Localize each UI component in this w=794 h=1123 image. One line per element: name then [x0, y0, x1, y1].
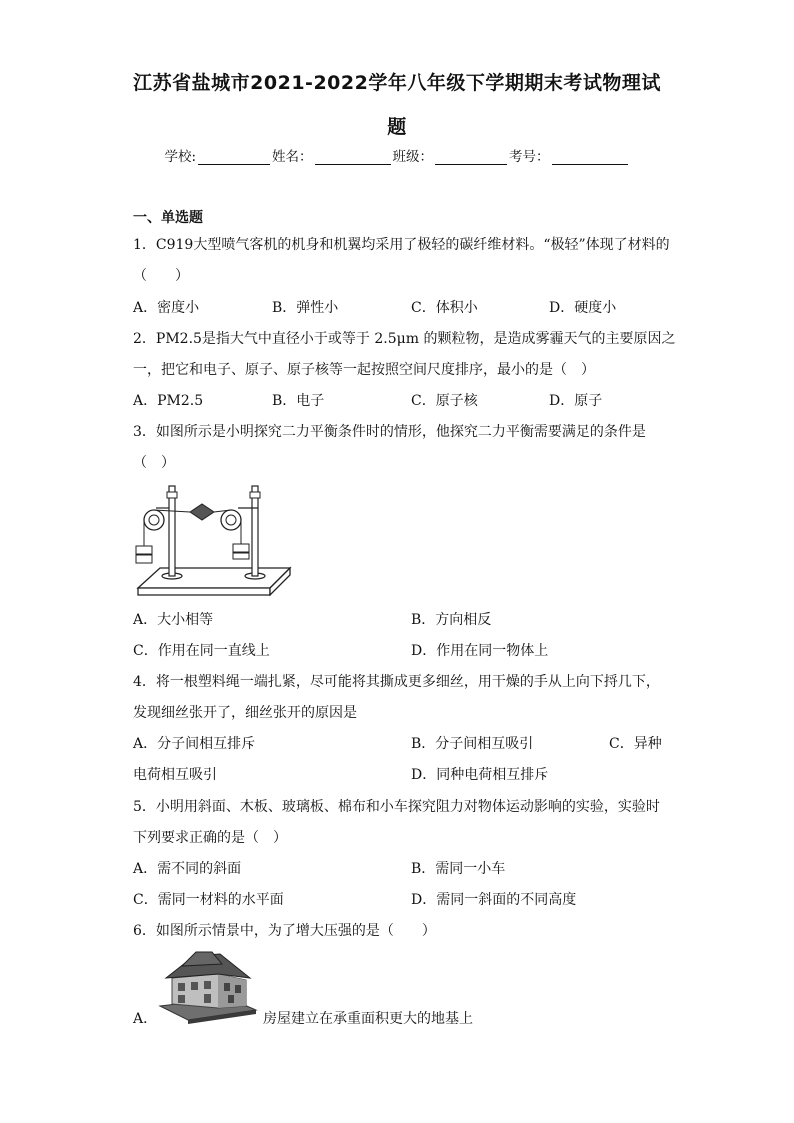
q6-option-a-text[interactable]: 房屋建立在承重面积更大的地基上 [263, 1011, 473, 1027]
q1-option-b[interactable]: B．弹性小 [272, 300, 339, 316]
page-title-line2: 题 [387, 116, 407, 138]
right-pulley [221, 510, 241, 530]
q3-stem-line2: （ ） [133, 455, 175, 471]
q4-option-b[interactable]: B．分子间相互吸引 [411, 736, 534, 752]
q5-option-c[interactable]: C．需同一材料的水平面 [133, 892, 284, 908]
q3-stem-line1: 3．如图所示是小明探究二力平衡条件时的情形，他探究二力平衡需要满足的条件是 [133, 424, 646, 440]
student-info-row [0, 145, 794, 165]
window-3 [204, 981, 211, 989]
window-5 [235, 985, 241, 993]
q4-stem-line2: 发现细丝张开了，细丝张开的原因是 [133, 705, 357, 721]
school-label: 学校: [164, 149, 197, 165]
q3-option-a[interactable]: A．大小相等 [133, 612, 214, 628]
q1-stem-line1: 1．C919大型喷气客机的机身和机翼均采用了极轻的碳纤维材料。“极轻”体现了材料的 [133, 237, 670, 253]
q3-option-d[interactable]: D．作用在同一物体上 [411, 643, 549, 659]
window-1 [178, 983, 185, 991]
q2-option-c[interactable]: C．原子核 [411, 393, 478, 409]
base-board-top [138, 568, 290, 588]
q4-stem-line1: 4．将一根塑料绳一端扎紧，尽可能将其撕成更多细丝，用干燥的手从上向下捋几下， [133, 674, 660, 690]
q2-option-b[interactable]: B．电子 [272, 393, 325, 409]
section-heading: 一、单选题 [133, 210, 203, 226]
school-blank[interactable] [198, 150, 270, 165]
name-blank[interactable] [315, 150, 391, 165]
q4-option-a[interactable]: A．分子间相互排斥 [133, 736, 256, 752]
q5-option-d[interactable]: D．需同一斜面的不同高度 [411, 892, 577, 908]
name-label: 姓名： [272, 149, 313, 165]
q3-option-b[interactable]: B．方向相反 [411, 612, 492, 628]
q1-stem-line2: （ ） [133, 268, 189, 284]
window-2 [191, 982, 198, 990]
page-title-line1: 江苏省盐城市2021-2022学年八年级下学期期末考试物理试 [133, 72, 661, 94]
right-clamp [250, 492, 260, 498]
q6-stem: 6．如图所示情景中，为了增大压强的是（ ） [133, 923, 436, 939]
q4-option-c[interactable]: C．异种 [609, 736, 662, 752]
q5-option-b[interactable]: B．需同一小车 [411, 861, 506, 877]
window-7 [228, 995, 234, 1003]
class-blank[interactable] [435, 150, 507, 165]
class-label: 班级： [392, 149, 434, 165]
q5-stem-line1: 5．小明用斜面、木板、玻璃板、棉布和小车探究阻力对物体运动影响的实验，实验时 [133, 799, 660, 815]
q2-option-a[interactable]: A．PM2.5 [133, 393, 204, 409]
exam-no-blank[interactable] [552, 150, 628, 165]
right-weight-2 [233, 553, 249, 559]
q2-stem-line1: 2．PM2.5是指大气中直径小于或等于 2.5μm 的颗粒物，是造成雾霾天气的主要原因之 [133, 331, 676, 347]
left-pulley [144, 510, 164, 530]
q6-option-a-label[interactable]: A． [133, 1011, 158, 1027]
left-stand-rod [169, 486, 175, 576]
q5-stem-line2: 下列要求正确的是（ ） [133, 830, 287, 846]
q3-option-c[interactable]: C．作用在同一直线上 [133, 643, 270, 659]
q4-option-c-continued[interactable]: 电荷相互吸引 [133, 767, 217, 783]
q1-option-d[interactable]: D．硬度小 [549, 300, 617, 316]
house-on-foundation-image [158, 948, 258, 1024]
right-weight-1 [233, 544, 249, 552]
window-6 [178, 995, 185, 1003]
right-stand-rod [252, 486, 258, 576]
base-board-front [138, 588, 270, 595]
q5-option-a[interactable]: A．需不同的斜面 [133, 861, 242, 877]
two-force-balance-apparatus-figure [130, 478, 292, 596]
q2-stem-line2: 一，把它和电子、原子、原子核等一起按照空间尺度排序，最小的是（ ） [133, 362, 595, 378]
exam-no-label: 考号： [509, 149, 550, 165]
left-weight-2 [136, 555, 152, 563]
left-weight-1 [136, 546, 152, 554]
left-clamp [167, 492, 177, 498]
q1-option-c[interactable]: C．体积小 [411, 300, 478, 316]
window-4 [224, 983, 230, 991]
q1-option-a[interactable]: A．密度小 [133, 300, 200, 316]
card [190, 504, 214, 520]
q4-option-d[interactable]: D．同种电荷相互排斥 [411, 767, 549, 783]
q2-option-d[interactable]: D．原子 [549, 393, 603, 409]
door [204, 994, 211, 1003]
